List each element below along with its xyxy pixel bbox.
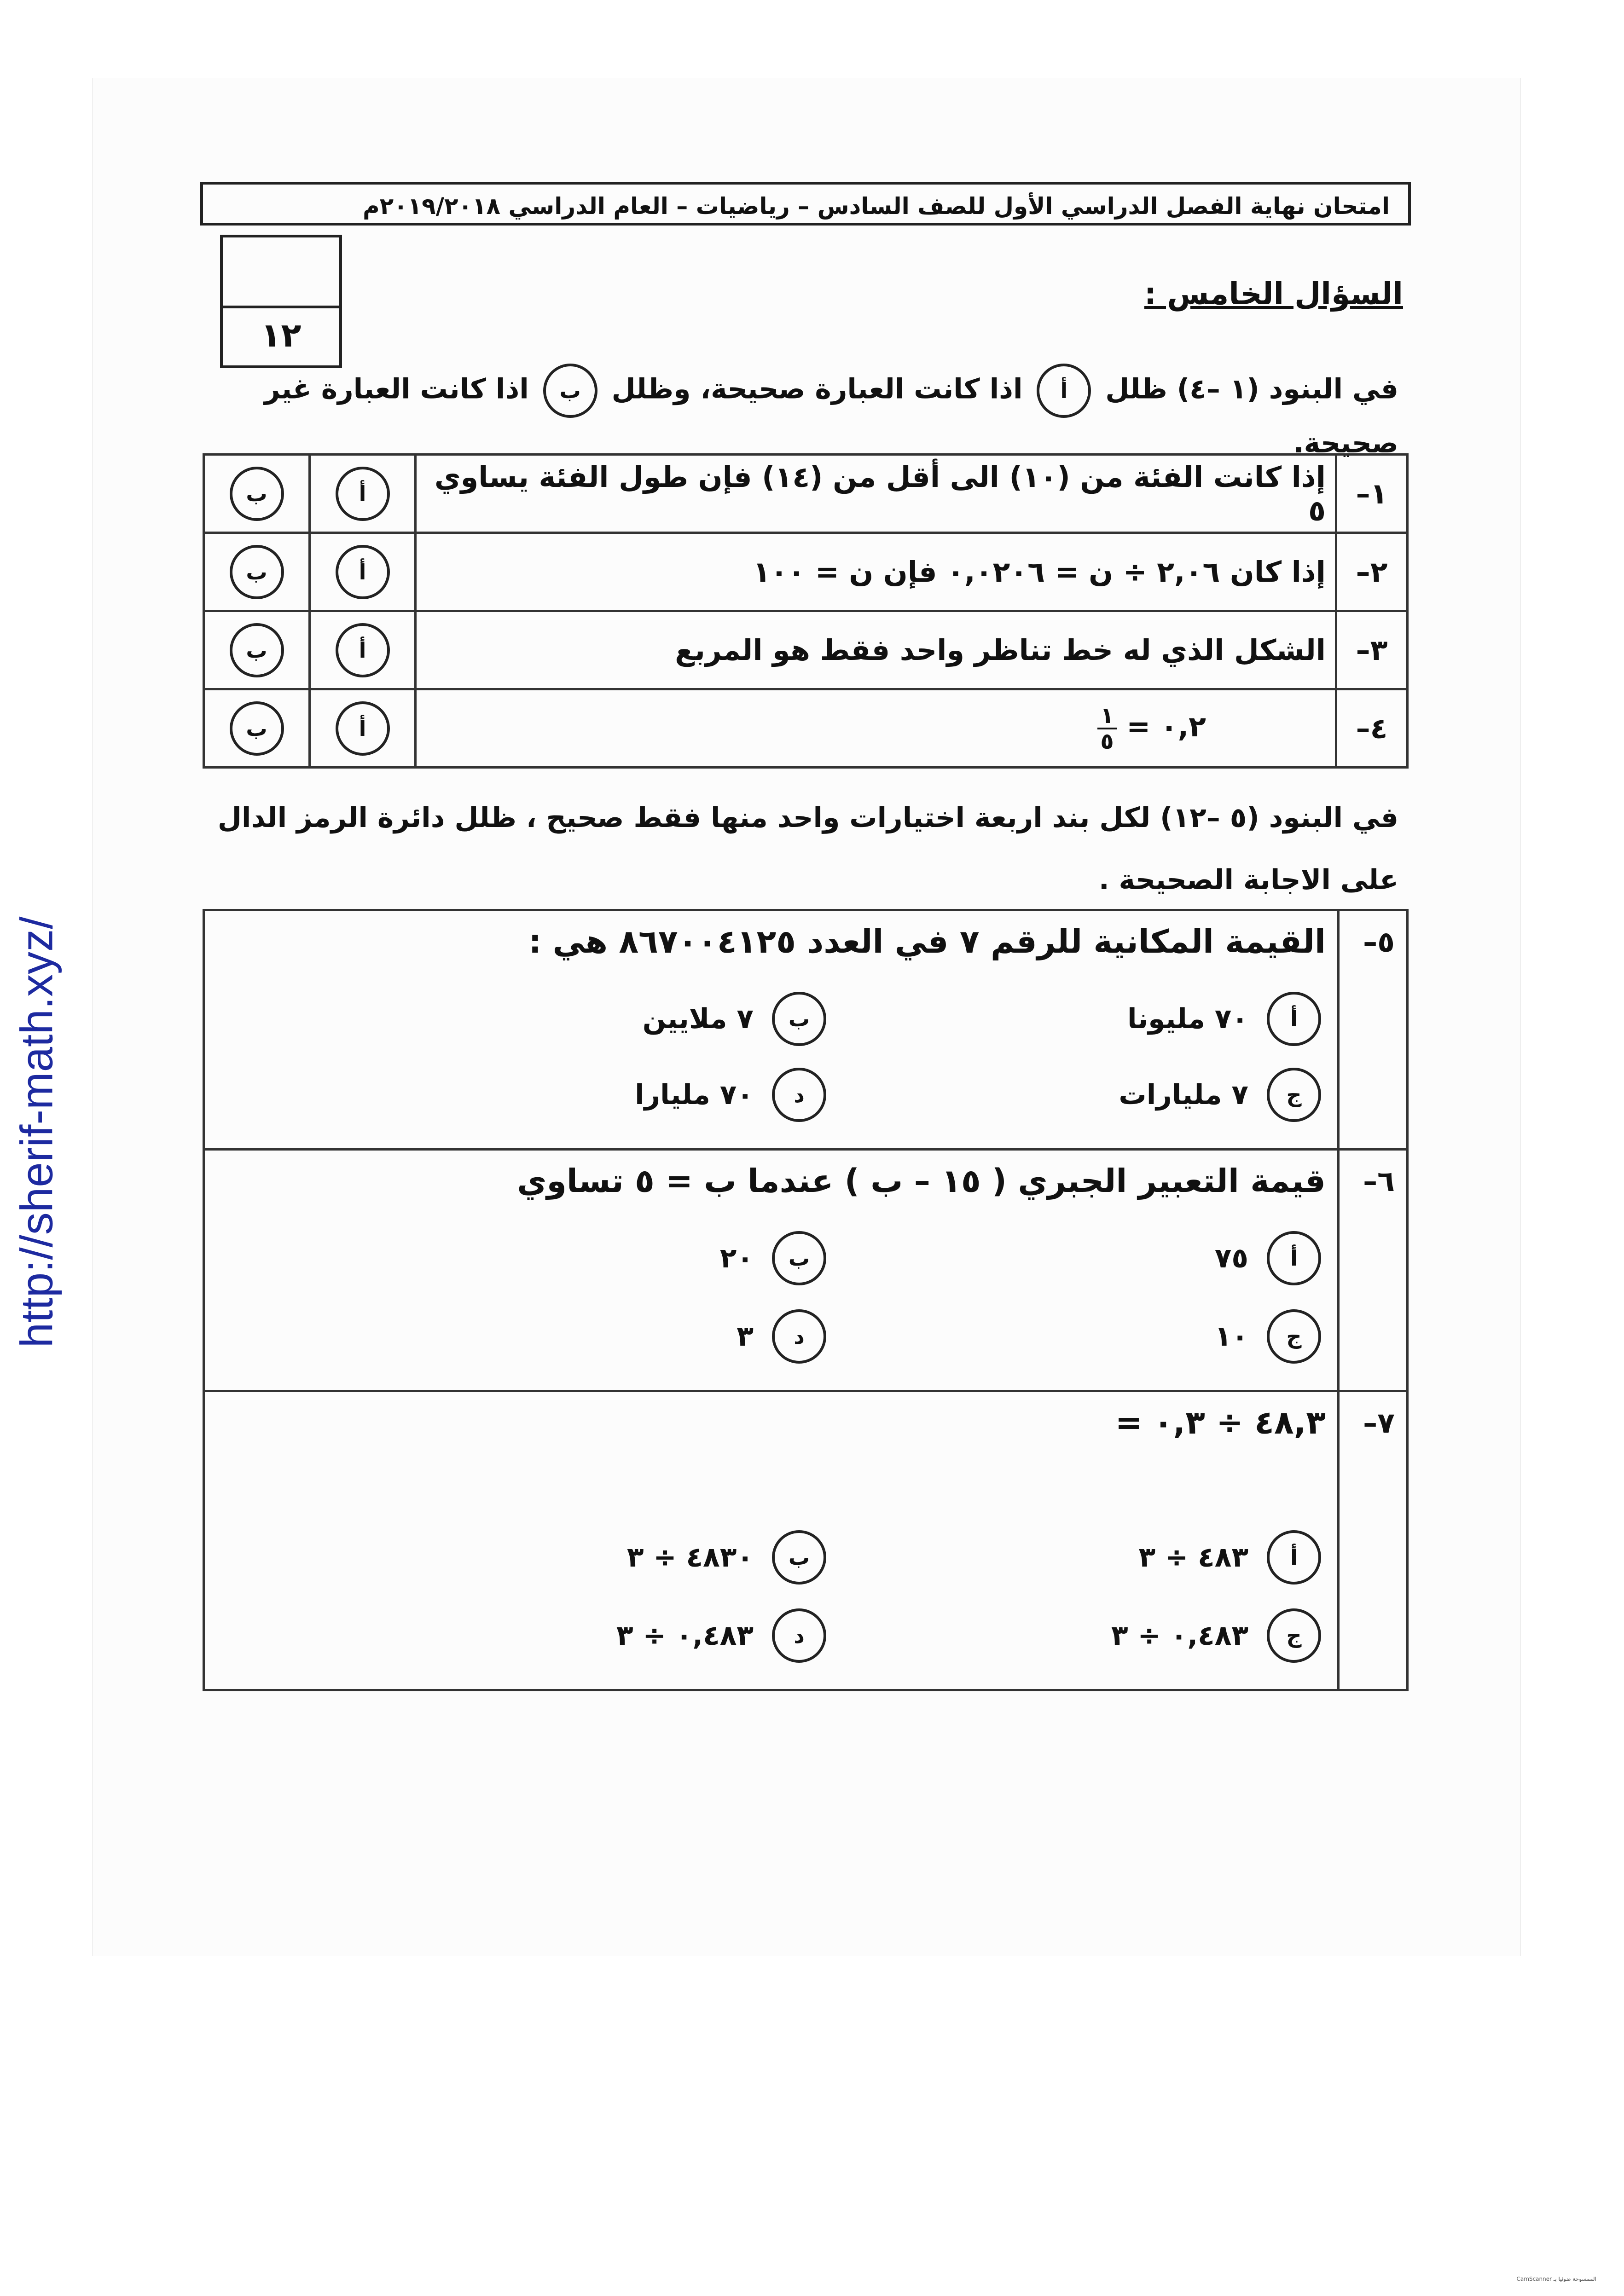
mc-choice[interactable] [643, 992, 831, 1046]
mc-choice[interactable] [635, 1068, 831, 1122]
mc-item [205, 911, 1406, 1151]
scanner-footer: الممسوحة ضوئيا بـ CamScanner [1516, 2276, 1596, 2282]
choice-text: ١٠ [1214, 1320, 1248, 1353]
fraction [1097, 704, 1116, 753]
option-b-circle[interactable]: ب [230, 623, 284, 677]
mc-number: ٦– [1363, 1164, 1395, 1198]
choice-text: ٧٠ مليارا [635, 1079, 754, 1111]
tf-statement: الشكل الذي له خط تناظر واحد فقط هو المربع [416, 611, 1336, 689]
mc-choice[interactable] [1127, 992, 1326, 1046]
mc-choice[interactable] [616, 1608, 831, 1663]
mc-choice[interactable] [1138, 1530, 1326, 1585]
choice-c-circle[interactable]: ج [1267, 1068, 1321, 1122]
watermark-url[interactable]: http://sherif-math.xyz/ [11, 916, 62, 1348]
mc-item [205, 1151, 1406, 1392]
tf-option-a-cell [310, 611, 416, 689]
exam-header: امتحان نهاية الفصل الدراسي الأول للصف السادس – رياضيات – العام الدراسي ٢٠١٩/٢٠١٨م [200, 182, 1411, 226]
choice-text: ٣ [737, 1320, 754, 1353]
grade-mark: ١٢ [261, 316, 302, 354]
mc-number: ٧– [1363, 1406, 1395, 1440]
choice-text: ٠,٤٨٣ ÷ ٣ [616, 1619, 754, 1652]
fraction-numerator: ١ [1097, 704, 1116, 729]
mc-stem: قيمة التعبير الجبري ( ١٥ – ب ) عندما ب = ٥ تساوي [517, 1162, 1326, 1200]
option-a-circle[interactable]: أ [336, 545, 390, 599]
fraction-denominator: ٥ [1100, 728, 1114, 754]
symbol-b-circle: ب [543, 364, 597, 418]
mc-number: ٥– [1363, 925, 1395, 959]
tf-number: ١– [1336, 455, 1408, 533]
tf-number: ٣– [1336, 611, 1408, 689]
mc-item [205, 1392, 1406, 1689]
choice-text: ٧ ملايين [642, 1003, 754, 1035]
instruction-mc: في البنود (٥ –١٢) لكل بند اربعة اختيارات واحد منها فقط صحيح ، ظلل دائرة الرمز الدال على الاجابة الصحيحة . [217, 802, 1398, 896]
choice-a-circle[interactable]: أ [1267, 1231, 1321, 1285]
tf-statement: إذا كان ٢,٠٦ ÷ ن = ٠,٠٢٠٦ فإن ن = ١٠٠ [416, 533, 1336, 611]
choice-text: ٧ مليارات [1119, 1079, 1248, 1111]
choice-c-circle[interactable]: ج [1267, 1309, 1321, 1364]
choice-text: ٢٠ [719, 1242, 754, 1274]
mc-choice[interactable] [1215, 1309, 1326, 1364]
tf-statement [416, 689, 1336, 768]
mc-choice[interactable] [720, 1231, 831, 1285]
option-a-circle[interactable]: أ [336, 467, 390, 521]
option-b-circle[interactable]: ب [230, 467, 284, 521]
choice-d-circle[interactable]: د [772, 1608, 826, 1663]
mc-choice[interactable] [1111, 1608, 1326, 1663]
choice-c-circle[interactable]: ج [1267, 1608, 1321, 1663]
tf-statement: إذا كانت الفئة من (١٠) الى أقل من (١٤) فإن طول الفئة يساوي ٥ [416, 455, 1336, 533]
choice-d-circle[interactable]: د [772, 1068, 826, 1122]
mc-choice[interactable] [627, 1530, 831, 1585]
choice-text: ٧٠ مليونا [1127, 1003, 1248, 1035]
tf-option-b-cell [204, 611, 310, 689]
choice-a-circle[interactable]: أ [1267, 1530, 1321, 1585]
choice-b-circle[interactable]: ب [772, 1530, 826, 1585]
tf-option-b-cell [204, 689, 310, 768]
mc-stem: القيمة المكانية للرقم ٧ في العدد ٨٦٧٠٠٤١٢٥ هي : [528, 923, 1326, 960]
tf-option-a-cell [310, 533, 416, 611]
tf-row [204, 455, 1408, 533]
tf-number: ٢– [1336, 533, 1408, 611]
option-a-circle[interactable]: أ [336, 701, 390, 756]
watermark [0, 893, 74, 1371]
grade-box-divider [223, 306, 339, 308]
tf-option-b-cell [204, 455, 310, 533]
mc-choice[interactable] [737, 1309, 831, 1364]
instruction-tf-part1: في البنود (١ –٤) ظلل [1105, 373, 1398, 405]
choice-d-circle[interactable]: د [772, 1309, 826, 1364]
mc-stem: ٤٨,٣ ÷ ٠,٣ = [1115, 1404, 1326, 1441]
choice-b-circle[interactable]: ب [772, 992, 826, 1046]
choice-a-circle[interactable]: أ [1267, 992, 1321, 1046]
tf-statement-text: ٠,٢ = [1126, 709, 1206, 743]
option-b-circle[interactable]: ب [230, 545, 284, 599]
section-title: السؤال الخامس : [1144, 276, 1403, 312]
choice-text: ٤٨٣٠ ÷ ٣ [626, 1541, 754, 1573]
tf-option-a-cell [310, 689, 416, 768]
choice-text: ٠,٤٨٣ ÷ ٣ [1111, 1619, 1248, 1652]
tf-option-a-cell [310, 455, 416, 533]
choice-text: ٤٨٣ ÷ ٣ [1138, 1541, 1248, 1573]
tf-option-b-cell [204, 533, 310, 611]
tf-number: ٤– [1336, 689, 1408, 768]
grade-box [220, 235, 342, 368]
choice-b-circle[interactable]: ب [772, 1231, 826, 1285]
choice-text: ٧٥ [1214, 1242, 1248, 1274]
symbol-a-circle: أ [1037, 364, 1091, 418]
instruction-tf-part3: اذا كانت العبارة غير صحيحة. [264, 373, 1398, 459]
tf-row [204, 689, 1408, 768]
instruction-tf-part2: اذا كانت العبارة صحيحة، وظلل [611, 373, 1023, 405]
instruction-tf [202, 364, 1398, 468]
mc-choice[interactable] [1119, 1068, 1326, 1122]
true-false-table [203, 453, 1409, 769]
tf-row [204, 533, 1408, 611]
tf-row [204, 611, 1408, 689]
option-b-circle[interactable]: ب [230, 701, 284, 756]
option-a-circle[interactable]: أ [336, 623, 390, 677]
multiple-choice-table [203, 909, 1409, 1691]
mc-choice[interactable] [1215, 1231, 1326, 1285]
